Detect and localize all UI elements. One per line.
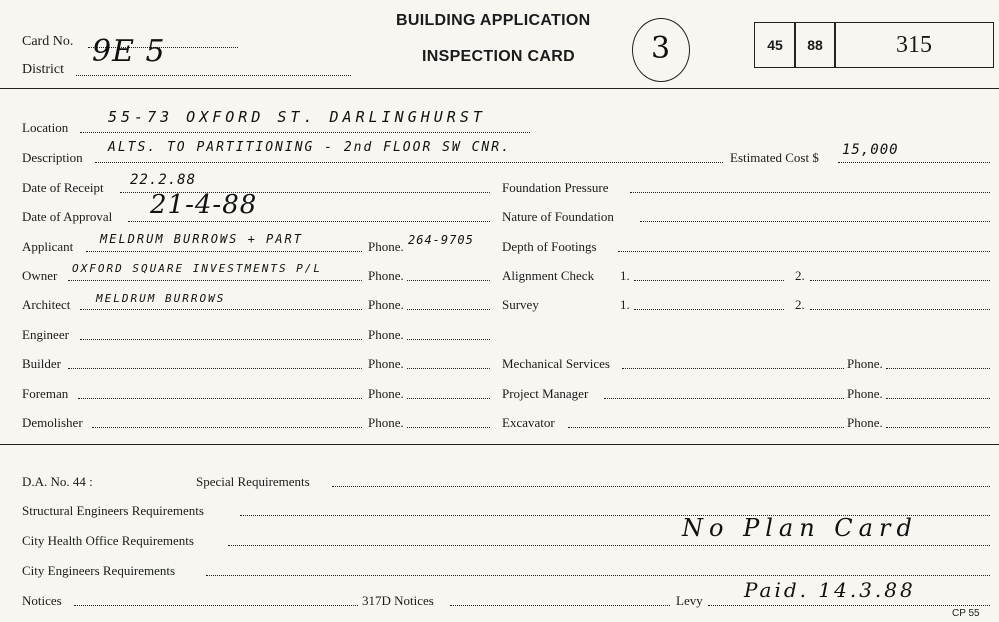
builder-phone-label: Phone. (368, 356, 404, 371)
notices-label: Notices (22, 593, 62, 608)
engineer-phone-label: Phone. (368, 327, 404, 342)
project-manager-label: Project Manager (502, 386, 589, 401)
ref-box-3: 315 (834, 22, 994, 68)
alignment-check-label: Alignment Check (502, 268, 595, 283)
date-of-approval-value: 21-4-88 (150, 190, 258, 220)
excavator-label: Excavator (502, 415, 555, 430)
city-health-value: No Plan Card (682, 514, 918, 542)
applicant-phone-value: 264-9705 (408, 233, 474, 247)
structural-engineers-label: Structural Engineers Requirements (22, 503, 204, 518)
mechanical-services-label: Mechanical Services (502, 356, 610, 371)
demolisher-phone-label: Phone. (368, 415, 404, 430)
notices-317d-label: 317D Notices (362, 593, 434, 608)
builder-label: Builder (22, 356, 61, 371)
date-of-receipt-value: 22.2.88 (130, 172, 197, 188)
applicant-value: MELDRUM BURROWS + PART (100, 232, 303, 246)
foreman-phone-label: Phone. (368, 386, 404, 401)
city-engineers-label: City Engineers Requirements (22, 563, 176, 578)
applicant-label: Applicant (22, 239, 74, 254)
applicant-phone-label: Phone. (368, 239, 404, 254)
ref-box-1: 45 (754, 22, 796, 68)
form-code: CP 55 (952, 608, 980, 619)
demolisher-label: Demolisher (22, 415, 83, 430)
description-label: Description (22, 150, 83, 165)
owner-label: Owner (22, 268, 58, 283)
district-label: District (22, 62, 64, 77)
ref-box-2: 88 (794, 22, 836, 68)
special-requirements-label: Special Requirements (196, 474, 310, 489)
survey-label: Survey (502, 297, 539, 312)
architect-phone-label: Phone. (368, 297, 404, 312)
levy-value: Paid. 14.3.88 (744, 578, 916, 602)
architect-value: MELDRUM BURROWS (96, 292, 226, 305)
location-label: Location (22, 120, 69, 135)
foreman-label: Foreman (22, 386, 69, 401)
date-of-receipt-label: Date of Receipt (22, 180, 104, 195)
date-of-approval-label: Date of Approval (22, 209, 113, 224)
city-health-label: City Health Office Requirements (22, 533, 194, 548)
da-no-label: D.A. No. 44 : (22, 474, 93, 489)
depth-of-footings-label: Depth of Footings (502, 239, 597, 254)
section-divider (0, 444, 999, 445)
foundation-pressure-label: Foundation Pressure (502, 180, 609, 195)
district-line (76, 75, 351, 76)
district-handwritten: 9E 5 (92, 34, 166, 69)
estimated-cost-label: Estimated Cost $ (730, 150, 819, 165)
nature-of-foundation-label: Nature of Foundation (502, 209, 614, 224)
levy-label: Levy (676, 593, 703, 608)
description-value: ALTS. TO PARTITIONING - 2nd FLOOR SW CNR. (108, 140, 511, 155)
header-divider (0, 88, 999, 89)
location-value: 55-73 OXFORD ST. DARLINGHURST (108, 108, 486, 126)
project-manager-phone-label: Phone. (847, 386, 883, 401)
excavator-phone-label: Phone. (847, 415, 883, 430)
circled-number: 3 (632, 18, 690, 82)
estimated-cost-value: 15,000 (842, 142, 899, 158)
engineer-label: Engineer (22, 327, 69, 342)
title-line1: BUILDING APPLICATION (396, 12, 591, 29)
owner-value: OXFORD SQUARE INVESTMENTS P/L (72, 262, 323, 275)
architect-label: Architect (22, 297, 71, 312)
card-no-label: Card No. (22, 34, 74, 49)
owner-phone-label: Phone. (368, 268, 404, 283)
mechanical-services-phone-label: Phone. (847, 356, 883, 371)
title-line2: INSPECTION CARD (422, 48, 575, 65)
